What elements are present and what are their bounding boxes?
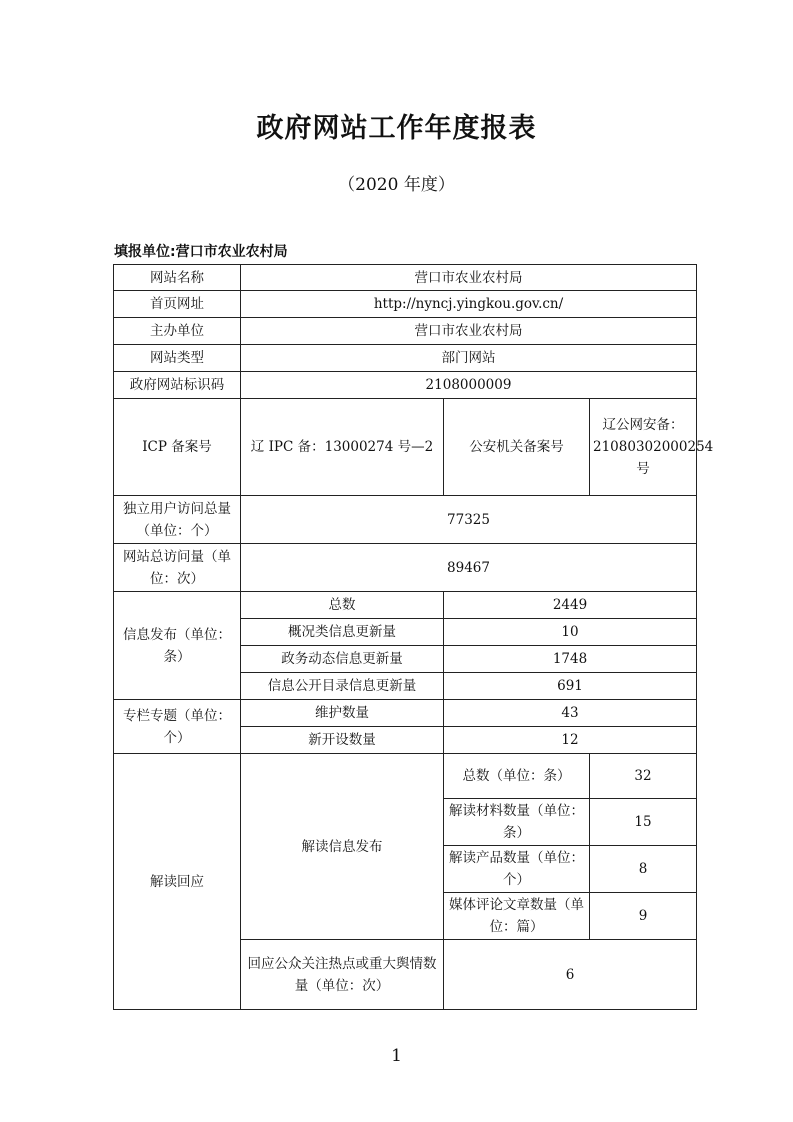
page-title: 政府网站工作年度报表 [256, 113, 537, 144]
table-row [114, 265, 697, 291]
item-value: 6 [444, 940, 697, 1010]
table-row [114, 544, 697, 592]
item-value: 1748 [444, 646, 697, 673]
row-label: ICP 备案号 [114, 399, 241, 496]
sub-section-label: 解读信息发布 [241, 754, 444, 940]
row-value: 部门网站 [241, 345, 697, 372]
item-label: 政务动态信息更新量 [241, 646, 444, 673]
table-row [114, 345, 697, 372]
police-record-number: 辽公网安备：21080302000254 号 [590, 399, 697, 496]
item-value: 32 [590, 754, 697, 799]
item-value: 43 [444, 700, 697, 727]
item-value: 691 [444, 673, 697, 700]
icp-number: 辽 IPC 备：13000274 号—2 [241, 399, 444, 496]
row-value: 2108000009 [241, 372, 697, 399]
table-row [114, 318, 697, 345]
row-label: 网站类型 [114, 345, 241, 372]
item-label: 信息公开目录信息更新量 [241, 673, 444, 700]
row-value: 77325 [241, 496, 697, 544]
table-row [114, 700, 697, 727]
item-value: 12 [444, 727, 697, 754]
row-label: 首页网址 [114, 291, 241, 318]
report-year: （2020 年度） [338, 175, 455, 195]
item-value: 9 [590, 893, 697, 940]
section-label: 专栏专题（单位：个） [114, 700, 241, 754]
row-label: 网站名称 [114, 265, 241, 291]
section-label: 解读回应 [114, 754, 241, 1010]
item-value: 15 [590, 799, 697, 846]
table-row [114, 496, 697, 544]
report-table [113, 264, 714, 1010]
table-row [114, 291, 697, 318]
table-row [114, 399, 697, 496]
reporting-unit: 填报单位:营口市农业农村局 [114, 244, 288, 260]
item-label: 总数（单位：条） [444, 754, 590, 799]
item-value: 2449 [444, 592, 697, 619]
item-label: 媒体评论文章数量（单位：篇） [444, 893, 590, 940]
row-label: 主办单位 [114, 318, 241, 345]
item-label: 新开设数量 [241, 727, 444, 754]
item-label: 总数 [241, 592, 444, 619]
row-label: 独立用户访问总量（单位：个） [114, 496, 241, 544]
section-label: 信息发布（单位：条） [114, 592, 241, 700]
row-label: 网站总访问量（单位：次） [114, 544, 241, 592]
row-value: 营口市农业农村局 [241, 318, 697, 345]
item-label: 解读材料数量（单位：条） [444, 799, 590, 846]
police-record-label: 公安机关备案号 [444, 399, 590, 496]
table-row [114, 754, 697, 799]
row-label: 政府网站标识码 [114, 372, 241, 399]
page-number: 1 [391, 1046, 402, 1066]
item-value: 8 [590, 846, 697, 893]
table-row [114, 592, 697, 619]
item-label: 解读产品数量（单位：个） [444, 846, 590, 893]
item-label: 回应公众关注热点或重大舆情数量（单位：次） [241, 940, 444, 1010]
row-value: 营口市农业农村局 [241, 265, 697, 291]
homepage-url: http://nyncj.yingkou.gov.cn/ [241, 291, 697, 318]
row-value: 89467 [241, 544, 697, 592]
table-row [114, 372, 697, 399]
item-value: 10 [444, 619, 697, 646]
item-label: 维护数量 [241, 700, 444, 727]
item-label: 概况类信息更新量 [241, 619, 444, 646]
